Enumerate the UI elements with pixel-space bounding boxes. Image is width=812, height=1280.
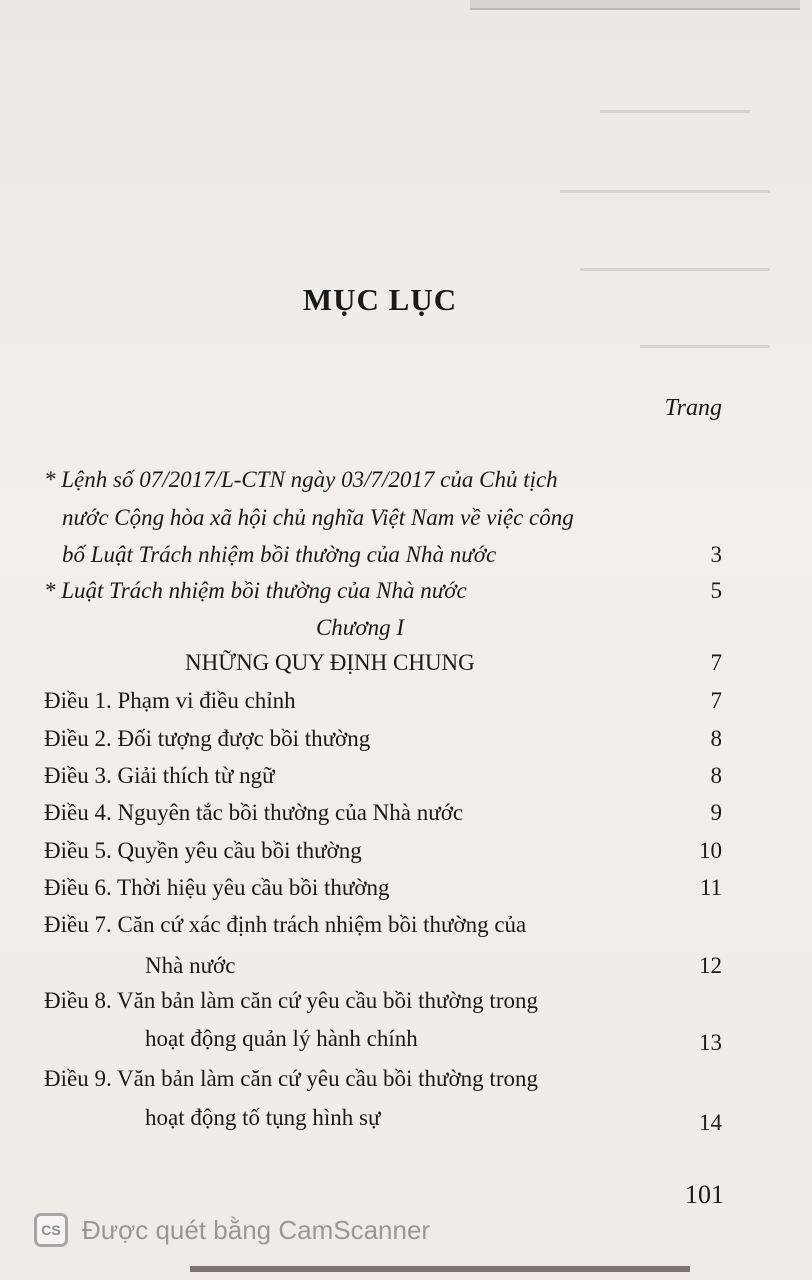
article-entry: Điều 7. Căn cứ xác định trách nhiệm bồi thường của bbox=[44, 912, 527, 937]
toc-entry-line: nước Cộng hòa xã hội chủ nghĩa Việt Nam về việc công bbox=[62, 505, 574, 530]
camscanner-watermark bbox=[34, 1213, 430, 1247]
article-page: 10 bbox=[699, 838, 722, 863]
watermark-text: Được quét bằng CamScanner bbox=[82, 1214, 431, 1245]
page-number: 101 bbox=[685, 1180, 724, 1209]
bleed-through-mark bbox=[640, 345, 770, 348]
article-entry: Điều 9. Văn bản làm căn cứ yêu cầu bồi thường trong bbox=[44, 1066, 538, 1091]
article-entry-continuation: hoạt động tố tụng hình sự bbox=[145, 1105, 381, 1130]
page-column-header: Trang bbox=[664, 395, 722, 421]
article-entry: Điều 5. Quyền yêu cầu bồi thường bbox=[44, 838, 362, 863]
chapter-title: NHỮNG QUY ĐỊNH CHUNG bbox=[185, 650, 475, 675]
article-entry: Điều 4. Nguyên tắc bồi thường của Nhà nước bbox=[44, 800, 464, 825]
toc-entry-line: * Lệnh số 07/2017/L-CTN ngày 03/7/2017 của Chủ tịch bbox=[44, 467, 558, 492]
article-entry: Điều 8. Văn bản làm căn cứ yêu cầu bồi thường trong bbox=[44, 988, 538, 1013]
camscanner-logo-icon: CS bbox=[34, 1213, 68, 1247]
bleed-through-mark bbox=[580, 268, 770, 271]
article-page: 7 bbox=[710, 688, 722, 713]
article-page: 8 bbox=[710, 726, 722, 751]
bleed-through-mark bbox=[600, 110, 750, 113]
toc-entry-line: * Luật Trách nhiệm bồi thường của Nhà nước bbox=[44, 578, 467, 603]
article-entry: Điều 2. Đối tượng được bồi thường bbox=[44, 726, 371, 751]
bleed-through-mark bbox=[560, 190, 770, 193]
article-page: 14 bbox=[699, 1110, 722, 1135]
article-entry-continuation: Nhà nước bbox=[145, 953, 236, 978]
page-edge-bottom bbox=[190, 1266, 690, 1272]
article-entry: Điều 1. Phạm vi điều chỉnh bbox=[44, 688, 296, 713]
article-page: 8 bbox=[710, 763, 722, 788]
article-page: 12 bbox=[699, 953, 722, 978]
toc-entry-line: bố Luật Trách nhiệm bồi thường của Nhà nước bbox=[62, 542, 497, 567]
article-entry: Điều 6. Thời hiệu yêu cầu bồi thường bbox=[44, 875, 390, 900]
article-entry: Điều 3. Giải thích từ ngữ bbox=[44, 763, 275, 788]
article-page: 11 bbox=[699, 875, 722, 900]
article-entry-continuation: hoạt động quản lý hành chính bbox=[145, 1026, 418, 1051]
chapter-page: 7 bbox=[710, 650, 722, 675]
chapter-label: Chương I bbox=[315, 615, 405, 640]
toc-title: MỤC LỤC bbox=[302, 282, 458, 317]
article-page: 9 bbox=[710, 800, 722, 825]
page-edge-top bbox=[470, 0, 800, 10]
toc-entry-page: 5 bbox=[710, 578, 722, 603]
article-page: 13 bbox=[699, 1030, 722, 1055]
toc-entry-page: 3 bbox=[710, 542, 722, 567]
